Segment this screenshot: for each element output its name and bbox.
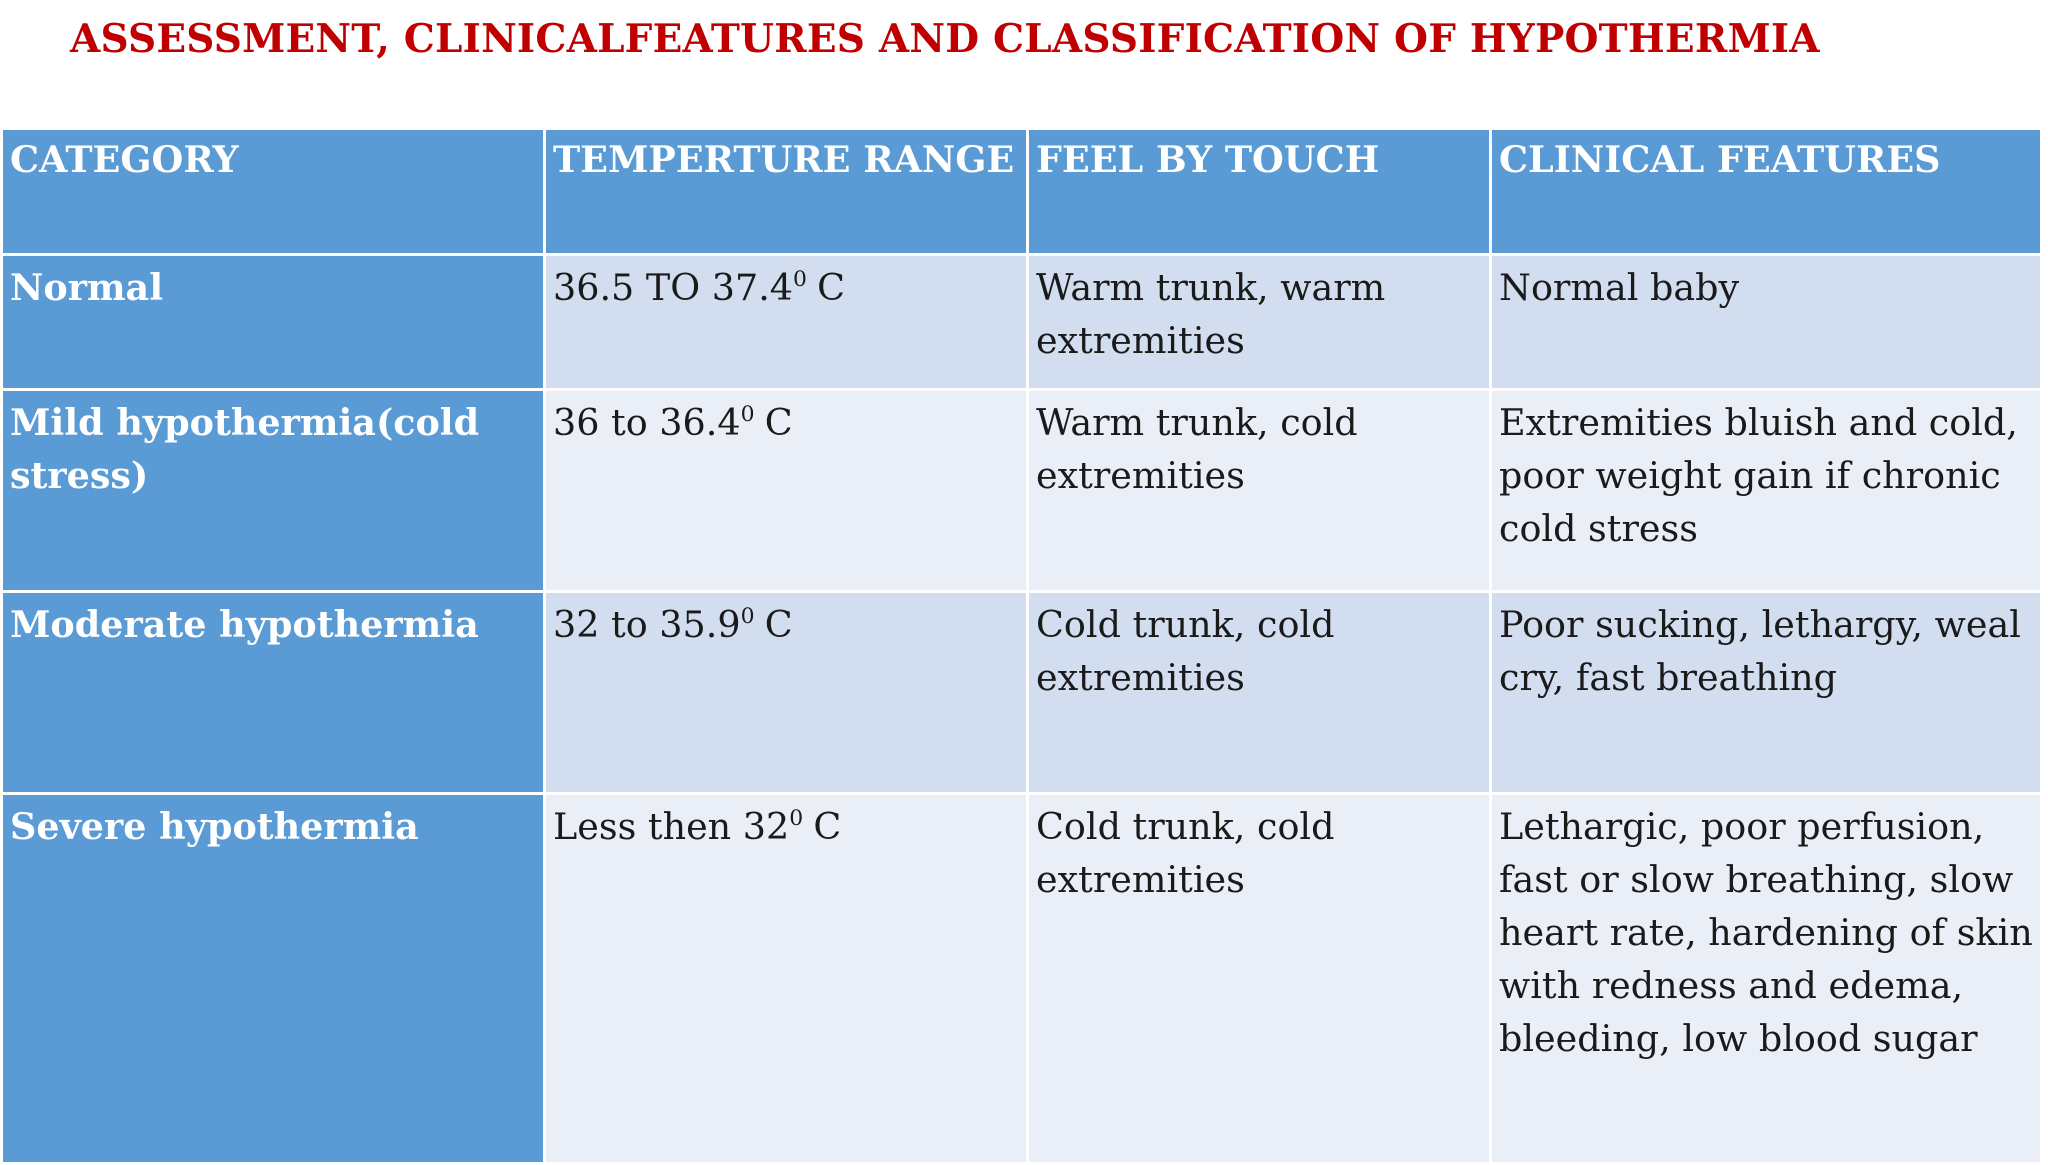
table-header-row	[2, 129, 2042, 255]
temperature-value: 36 to 36.4	[553, 401, 741, 444]
header-category: CATEGORY	[2, 129, 545, 255]
touch-cell: Warm trunk, warm extremities	[1028, 255, 1491, 390]
slide-title: ASSESSMENT, CLINICALFEATURES AND CLASSIFICATION OF HYPOTHERMIA	[70, 16, 1820, 62]
category-cell: Moderate hypothermia	[2, 592, 545, 794]
temperature-cell	[545, 390, 1028, 592]
touch-cell: Cold trunk, cold extremities	[1028, 592, 1491, 794]
features-cell: Poor sucking, lethargy, weal cry, fast breathing	[1491, 592, 2042, 794]
temperature-cell	[545, 255, 1028, 390]
table-row	[2, 592, 2042, 794]
table-row	[2, 794, 2042, 1164]
category-cell: Mild hypothermia(cold stress)	[2, 390, 545, 592]
touch-cell: Warm trunk, cold extremities	[1028, 390, 1491, 592]
features-cell: Extremities bluish and cold, poor weight gain if chronic cold stress	[1491, 390, 2042, 592]
features-cell: Lethargic, poor perfusion, fast or slow breathing, slow heart rate, hardening of skin with redness and edema, bleeding, low blood sugar	[1491, 794, 2042, 1164]
temperature-value: 32 to 35.9	[553, 603, 741, 646]
temperature-value: Less then 32	[553, 805, 790, 848]
degree-mark: 0	[789, 805, 804, 831]
temperature-unit: C	[764, 603, 793, 646]
features-cell: Normal baby	[1491, 255, 2042, 390]
table-row	[2, 390, 2042, 592]
hypothermia-classification-table	[0, 127, 2043, 1165]
category-cell: Severe hypothermia	[2, 794, 545, 1164]
temperature-unit: C	[764, 401, 793, 444]
temperature-unit: C	[813, 805, 842, 848]
degree-mark: 0	[793, 266, 807, 292]
category-cell: Normal	[2, 255, 545, 390]
table-row	[2, 255, 2042, 390]
temperature-unit: C	[817, 266, 846, 309]
degree-mark: 0	[740, 603, 755, 629]
degree-mark: 0	[740, 401, 755, 427]
temperature-cell	[545, 592, 1028, 794]
temperature-cell	[545, 794, 1028, 1164]
header-feel-by-touch: FEEL BY TOUCH	[1028, 129, 1491, 255]
temperature-value: 36.5 TO 37.4	[553, 266, 794, 309]
touch-cell: Cold trunk, cold extremities	[1028, 794, 1491, 1164]
header-clinical-features: CLINICAL FEATURES	[1491, 129, 2042, 255]
header-temperature-range: TEMPERTURE RANGE	[545, 129, 1028, 255]
